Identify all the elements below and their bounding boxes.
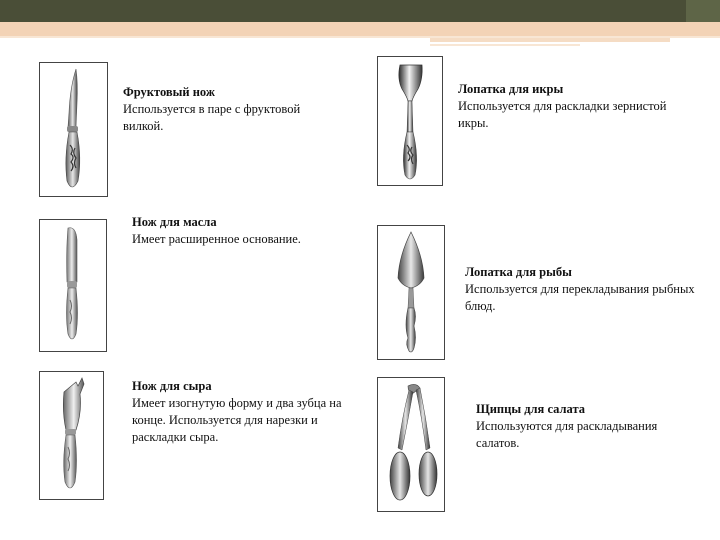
- caviar-spatula-title: Лопатка для икры: [458, 82, 564, 96]
- salad-tongs-image: [377, 377, 445, 512]
- fish-spatula-description: Используется для перекладывания рыбных блюд.: [465, 282, 695, 313]
- cheese-knife-description: Имеет изогнутую форму и два зубца на конце. Используется для нарезки и раскладки сыра.: [132, 396, 342, 444]
- fruit-knife-image: [39, 62, 108, 197]
- header-bar-corner: [686, 0, 720, 22]
- butter-knife-caption: [132, 214, 362, 248]
- header-accent-stripe: [0, 22, 720, 36]
- fish-spatula-image: [377, 225, 445, 360]
- salad-tongs-description: Используются для раскладывания салатов.: [476, 419, 658, 450]
- fish-spatula-icon: [378, 226, 444, 359]
- salad-tongs-caption: [476, 401, 676, 452]
- cheese-knife-image: [39, 371, 104, 500]
- cheese-knife-caption: [132, 378, 342, 446]
- fruit-knife-title: Фруктовый нож: [123, 85, 215, 99]
- butter-knife-icon: [40, 220, 106, 351]
- salad-tongs-title: Щипцы для салата: [476, 402, 585, 416]
- fruit-knife-caption: [123, 84, 333, 135]
- caviar-spatula-caption: [458, 81, 688, 132]
- butter-knife-image: [39, 219, 107, 352]
- cheese-knife-icon: [40, 372, 103, 499]
- header-accent-tab: [430, 38, 670, 42]
- fish-spatula-title: Лопатка для рыбы: [465, 265, 572, 279]
- caviar-spatula-description: Используется для раскладки зернистой икры.: [458, 99, 667, 130]
- header-accent-tab-line: [430, 44, 580, 46]
- salad-tongs-icon: [378, 378, 444, 511]
- cheese-knife-title: Нож для сыра: [132, 379, 212, 393]
- caviar-spatula-icon: [378, 57, 442, 185]
- butter-knife-description: Имеет расширенное основание.: [132, 232, 301, 246]
- header-bar: [0, 0, 720, 22]
- caviar-spatula-image: [377, 56, 443, 186]
- fruit-knife-description: Используется в паре с фруктовой вилкой.: [123, 102, 301, 133]
- fruit-knife-icon: [40, 63, 107, 196]
- fish-spatula-caption: [465, 264, 695, 315]
- butter-knife-title: Нож для масла: [132, 215, 217, 229]
